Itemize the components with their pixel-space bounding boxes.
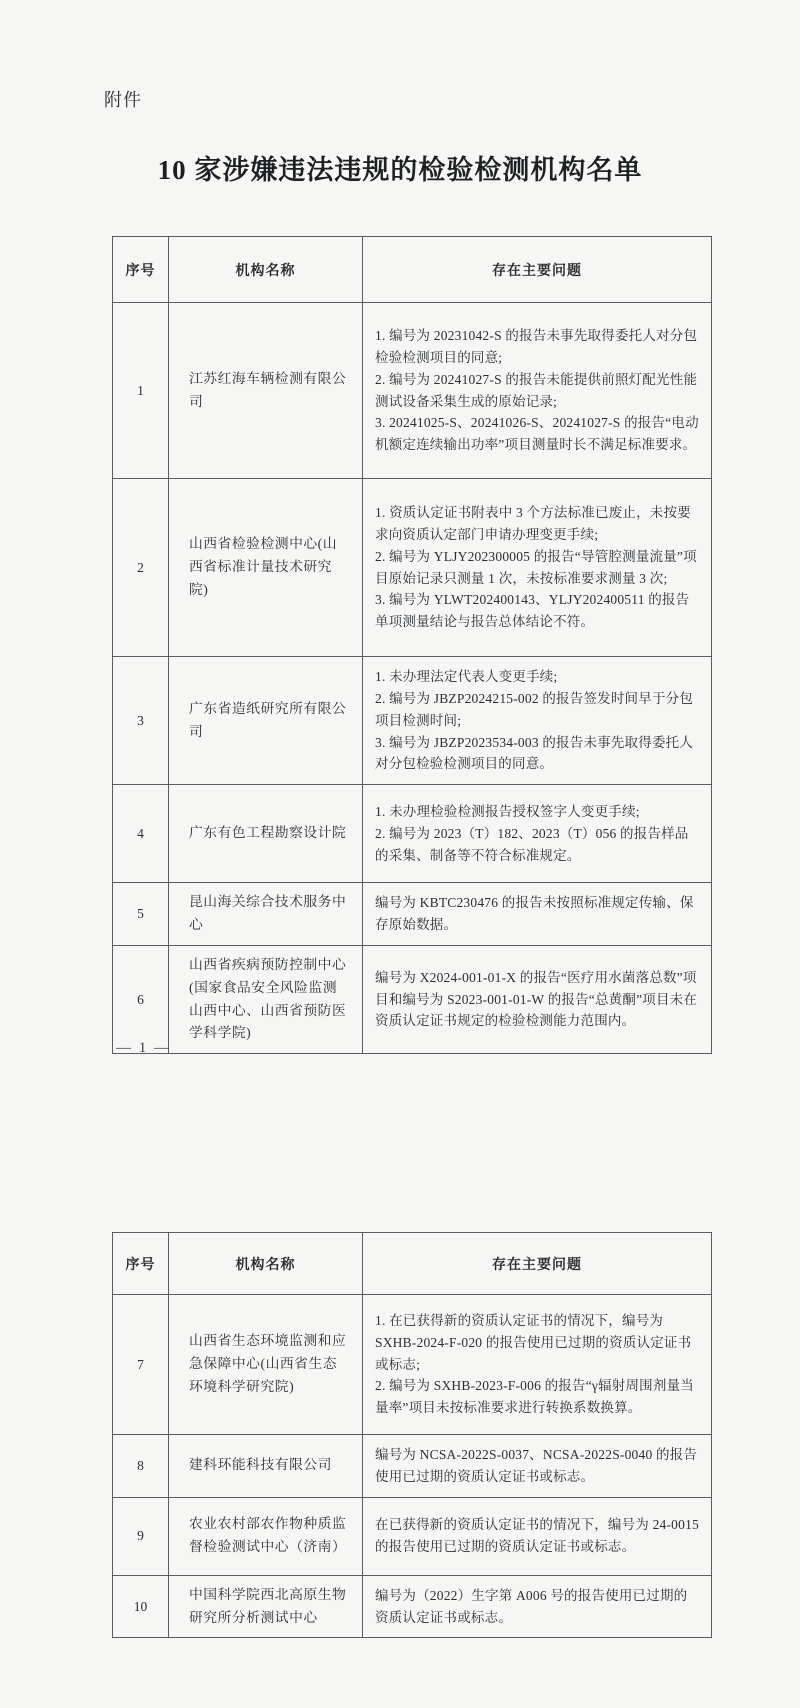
table-row — [113, 303, 712, 479]
issues-cell — [363, 883, 712, 946]
issue-item: 编号为 X2024-001-01-X 的报告“医疗用水菌落总数”项目和编号为 S2023-001-01-W 的报告“总黄酮”项目未在资质认定证书规定的检验检测能力范围内。 — [375, 969, 698, 1029]
issue-item: 1. 资质认定证书附表中 3 个方法标准已废止，未按要求向资质认定部门申请办理变更手续; — [375, 504, 691, 542]
row-index-cell: 7 — [113, 1295, 169, 1435]
row-index-cell: 9 — [113, 1497, 169, 1575]
attachment-label: 附件 — [104, 90, 142, 110]
issue-item: 2. 编号为 YLJY202300005 的报告“导管腔测量流量”项目原始记录只测量 1 次，未按标准要求测量 3 次; — [375, 548, 697, 586]
page-number: — 1 — — [116, 1040, 171, 1056]
row-index-cell: 4 — [113, 785, 169, 883]
header-index: 序号 — [113, 1233, 169, 1295]
issue-item: 2. 编号为 2023（T）182、2023（T）056 的报告样品的采集、制备等不符合标准规定。 — [375, 825, 689, 863]
header-name: 机构名称 — [169, 1233, 363, 1295]
issue-item: 编号为（2022）生字第 A006 号的报告使用已过期的资质认定证书或标志。 — [375, 1587, 688, 1625]
table-row — [113, 657, 712, 785]
row-index-cell: 6 — [113, 946, 169, 1054]
header-name: 机构名称 — [169, 237, 363, 303]
row-index-cell: 2 — [113, 479, 169, 657]
issue-item: 1. 在已获得新的资质认定证书的情况下，编号为 SXHB-2024-F-020 的报告使用已过期的资质认定证书或标志; — [375, 1312, 692, 1372]
institution-name-cell: 山西省疾病预防控制中心(国家食品安全风险监测山西中心、山西省预防医学科学院) — [169, 946, 363, 1054]
issue-item: 3. 编号为 JBZP2023534-003 的报告未事先取得委托人对分包检验检测项目的同意。 — [375, 734, 694, 772]
table-header-row — [113, 237, 712, 303]
issue-item: 2. 编号为 20241027-S 的报告未能提供前照灯配光性能测试设备采集生成的原始记录; — [375, 371, 698, 409]
issue-item: 3. 编号为 YLWT202400143、YLJY202400511 的报告单项测量结论与报告总体结论不符。 — [375, 592, 690, 630]
institution-name-cell: 农业农村部农作物种质监督检验测试中心（济南） — [169, 1497, 363, 1575]
issues-cell — [363, 946, 712, 1054]
issue-item: 2. 编号为 JBZP2024215-002 的报告签发时间早于分包项目检测时间; — [375, 690, 694, 728]
issue-item: 1. 未办理法定代表人变更手续; — [375, 669, 558, 684]
issue-item: 1. 编号为 20231042-S 的报告未事先取得委托人对分包检验检测项目的同意; — [375, 327, 698, 365]
table-row — [113, 1497, 712, 1575]
issues-cell — [363, 479, 712, 657]
issues-cell — [363, 1497, 712, 1575]
table-row — [113, 883, 712, 946]
row-index-cell: 1 — [113, 303, 169, 479]
header-issues: 存在主要问题 — [363, 1233, 712, 1295]
institution-name-cell: 山西省生态环境监测和应急保障中心(山西省生态环境科学研究院) — [169, 1295, 363, 1435]
issues-cell — [363, 1575, 712, 1638]
table-body-page2 — [113, 1295, 712, 1638]
table-row — [113, 946, 712, 1054]
row-index-cell: 5 — [113, 883, 169, 946]
institution-name-cell: 昆山海关综合技术服务中心 — [169, 883, 363, 946]
row-index-cell: 10 — [113, 1575, 169, 1638]
header-issues: 存在主要问题 — [363, 237, 712, 303]
institution-name-cell: 中国科学院西北高原生物研究所分析测试中心 — [169, 1575, 363, 1638]
table-row — [113, 1295, 712, 1435]
violations-table-page2 — [112, 1232, 712, 1638]
table-body-page1 — [113, 303, 712, 1054]
issues-cell — [363, 1435, 712, 1498]
issue-item: 在已获得新的资质认定证书的情况下，编号为 24-0015 的报告使用已过期的资质认定证书或标志。 — [375, 1517, 699, 1555]
institution-name-cell: 广东有色工程勘察设计院 — [169, 785, 363, 883]
table-row — [113, 1575, 712, 1638]
issues-cell — [363, 657, 712, 785]
header-index: 序号 — [113, 237, 169, 303]
row-index-cell: 3 — [113, 657, 169, 785]
institution-name-cell: 江苏红海车辆检测有限公司 — [169, 303, 363, 479]
issues-cell — [363, 785, 712, 883]
institution-name-cell: 建科环能科技有限公司 — [169, 1435, 363, 1498]
violations-table-page1 — [112, 236, 712, 1054]
issue-item: 3. 20241025-S、20241026-S、20241027-S 的报告“电动机额定连续输出功率”项目测量时长不满足标准要求。 — [375, 415, 699, 453]
issue-item: 编号为 NCSA-2022S-0037、NCSA-2022S-0040 的报告使用已过期的资质认定证书或标志。 — [375, 1447, 698, 1484]
issue-item: 编号为 KBTC230476 的报告未按照标准规定传输、保存原始数据。 — [375, 895, 694, 933]
table-row — [113, 1435, 712, 1498]
issue-item: 1. 未办理检验检测报告授权签字人变更手续; — [375, 804, 640, 819]
document-title: 10 家涉嫌违法违规的检验检测机构名单 — [157, 155, 643, 185]
table-row — [113, 479, 712, 657]
issue-item: 2. 编号为 SXHB-2023-F-006 的报告“γ辐射周围剂量当量率”项目未按标准要求进行转换系数换算。 — [375, 1378, 694, 1416]
institution-name-cell: 广东省造纸研究所有限公司 — [169, 657, 363, 785]
issues-cell — [363, 1295, 712, 1435]
table-header-row — [113, 1233, 712, 1295]
table-row — [113, 785, 712, 883]
issues-cell — [363, 303, 712, 479]
row-index-cell: 8 — [113, 1435, 169, 1498]
institution-name-cell: 山西省检验检测中心(山西省标准计量技术研究院) — [169, 479, 363, 657]
